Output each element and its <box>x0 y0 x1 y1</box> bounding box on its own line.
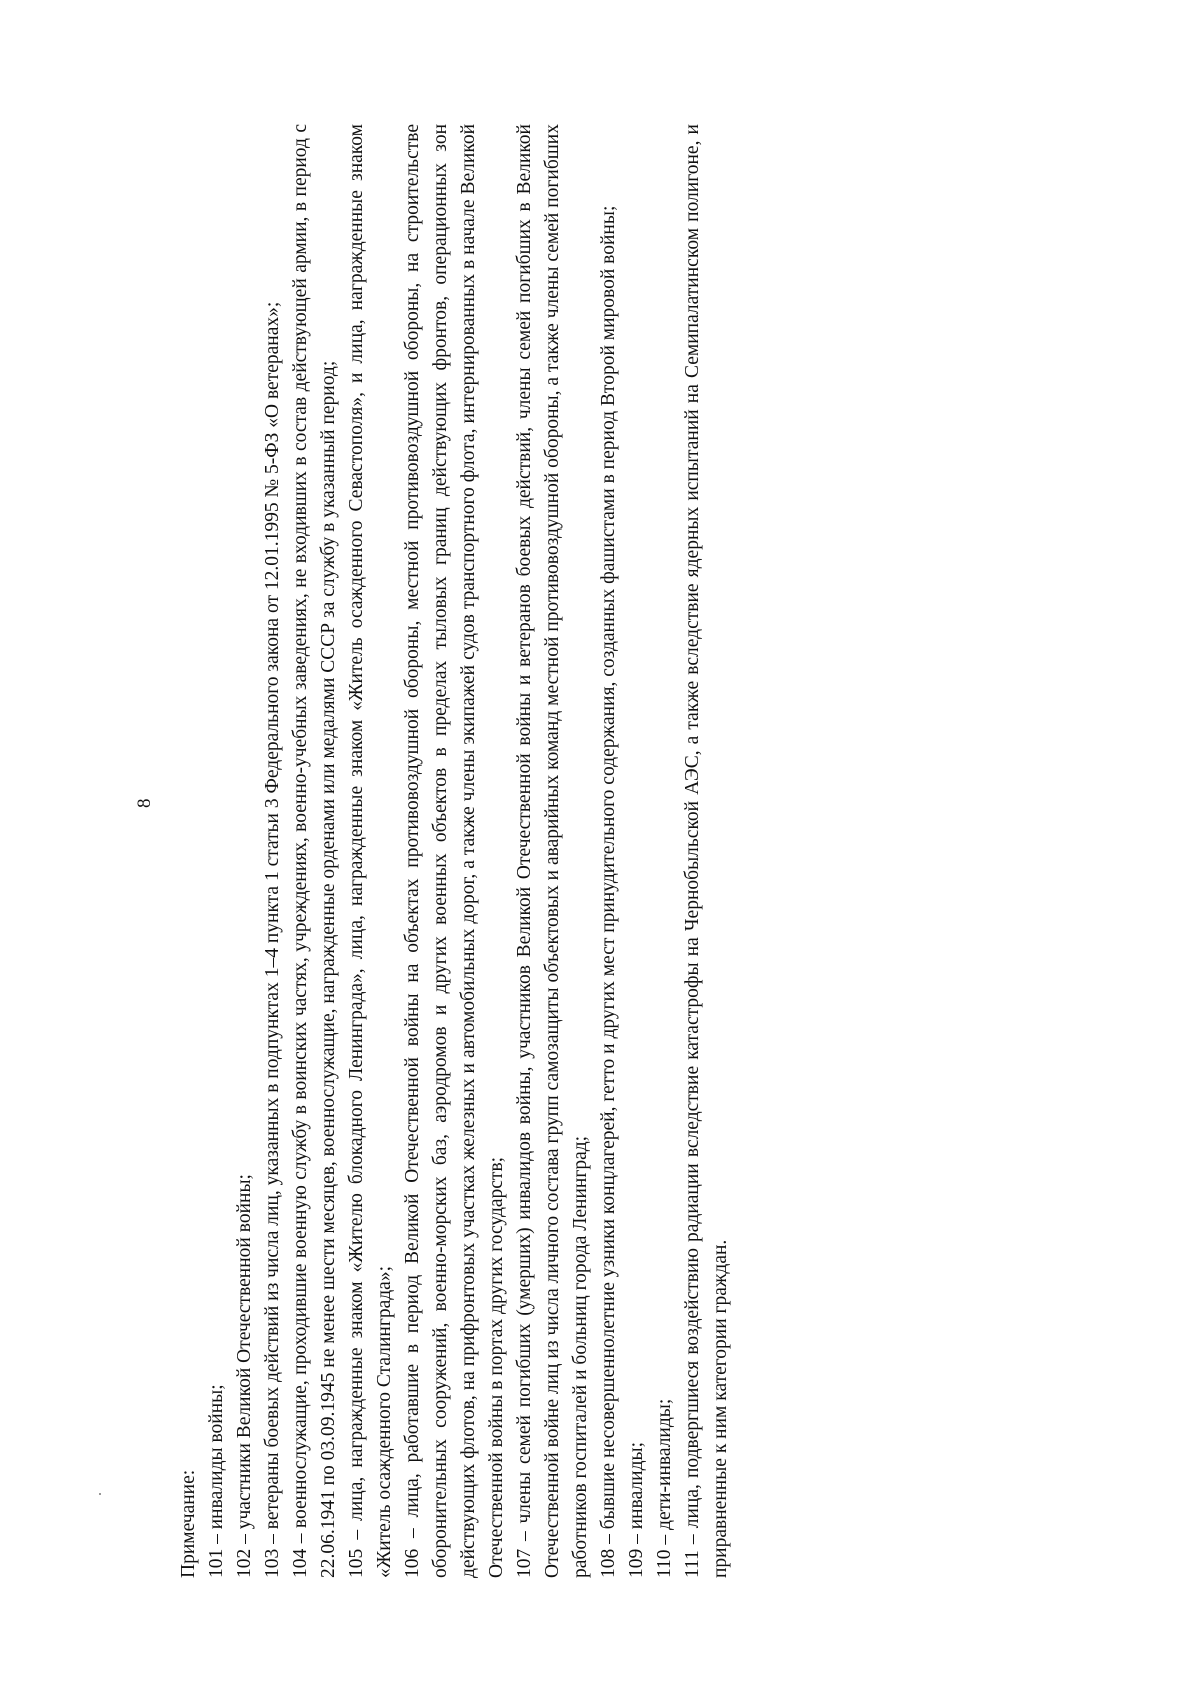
note-item-105: 105 – лица, награжденные знаком «Жителю блокадного Ленинграда», лица, награжденные знаком «Житель осажденного Севастополя», и лица, награжденные знаком «Житель осажденного Сталинграда»; <box>346 124 395 1578</box>
note-item-109: 109 – инвалиды; <box>626 1441 647 1578</box>
note-item-108: 108 – бывшие несовершеннолетние узники концлагерей, гетто и других мест принудительного содержания, созданных фашистами в период Второй мировой войны; <box>598 205 619 1578</box>
note-item-101: 101 – инвалиды войны; <box>206 1384 227 1578</box>
notes-list <box>203 124 735 1578</box>
notes-heading: Примечание: <box>178 1469 199 1578</box>
note-item-110: 110 – дети-инвалиды; <box>654 1398 675 1578</box>
note-item-102: 102 – участники Великой Отечественной войны; <box>234 1174 255 1578</box>
note-item-103: 103 – ветераны боевых действий из числа лиц, указанных в подпунктах 1–4 пункта 1 статьи 3 Федерального закона от 12.01.1995 № 5-ФЗ «О ветеранах»; <box>262 301 283 1578</box>
note-item-107: 107 – члены семей погибших (умерших) инвалидов войны, участников Великой Отечественной войны и ветеранов боевых действий, члены семей погибших в Великой Отечественной войне лиц из числа личного состава групп самозащиты объектовых и аварийных команд местной противовоздушной обороны, а также члены семей погибших работников госпиталей и больниц города Ленинград; <box>514 124 591 1578</box>
note-item-106: 106 – лица, работавшие в период Великой Отечественной войны на объектах противовоздушной обороны, местной противовоздушной обороны, на строительстве оборонительных сооружений, военно-морских баз, аэродромов и других военных объектов в пределах тыловых границ действующих фронтов, операционных зон действующих флотов, на прифронтовых участках железных и автомобильных дорог, а также члены экипажей судов транспортного флота, интернированных в начале Великой Отечественной войны в портах других государств; <box>402 124 507 1578</box>
note-item-111: 111 – лица, подвергшиеся воздействию радиации вследствие катастрофы на Чернобыльской АЭС, а также вследствие ядерных испытаний на Семипалатинском полигоне, и приравненные к ним категории граждан. <box>682 124 731 1578</box>
note-item-104: 104 – военнослужащие, проходившие военную службу в воинских частях, учреждениях, военно-учебных заведениях, не входивших в состав действующей армии, в период с 22.06.1941 по 03.09.1945 не менее шести месяцев, военнослужащие, награжденные орденами или медалями СССР за службу в указанный период; <box>290 124 339 1578</box>
notes-section <box>175 124 735 1578</box>
page-number: 8 <box>134 798 155 808</box>
scan-speck <box>99 1493 101 1495</box>
